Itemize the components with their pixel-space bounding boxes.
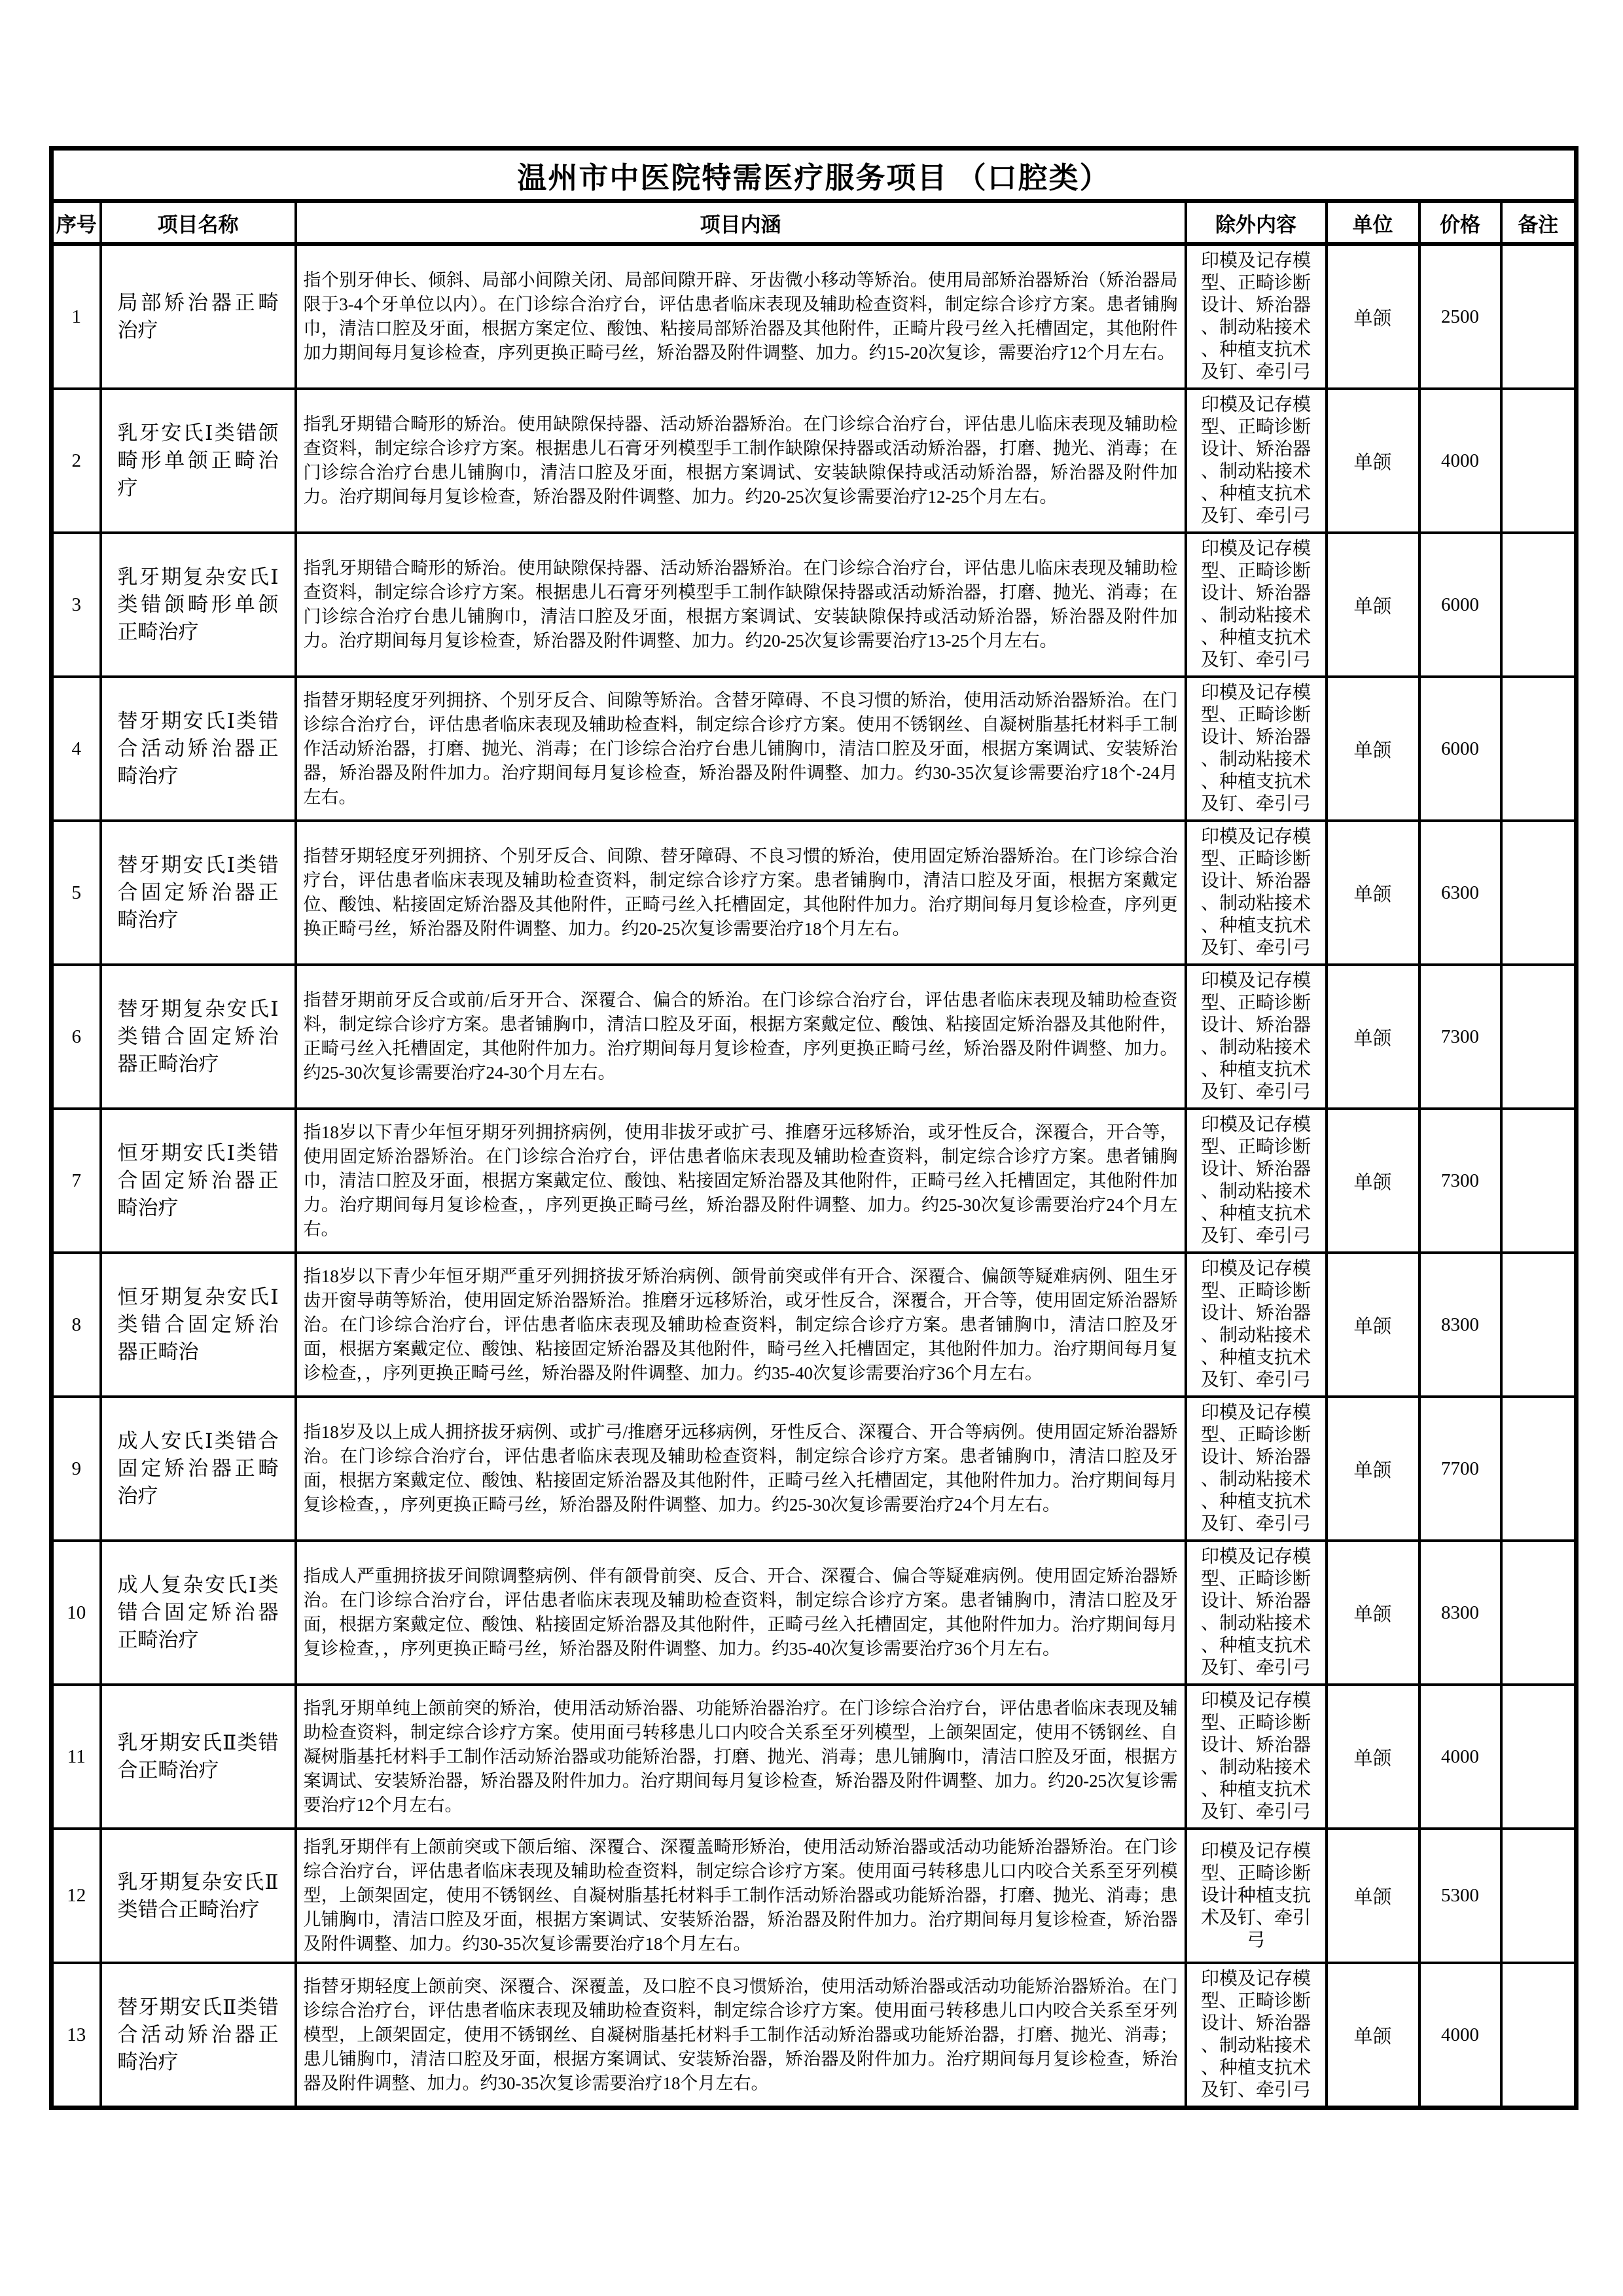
- cell-unit: 单颌: [1327, 1397, 1419, 1541]
- cell-exclusion: 印模及记存模型、正畸诊断设计、矫治器、制动粘接术、种植支抗术及钉、牵引弓: [1186, 1541, 1327, 1685]
- cell-item-content: 指乳牙期错合畸形的矫治。使用缺隙保持器、活动矫治器矫治。在门诊综合治疗台，评估患儿临床表现及辅助检查资料，制定综合诊疗方案。根据患儿石膏牙列模型手工制作缺隙保持器或活动矫治器，打磨、抛光、消毒；在门诊综合治疗台患儿铺胸巾，清洁口腔及牙面，根据方案调试、安装缺隙保持或活动矫治器，矫治器及附件加力。治疗期间每月复诊检查，矫治器及附件调整、加力。约20-25次复诊需要治疗12-25个月左右。: [296, 389, 1186, 533]
- cell-item-content: 指成人严重拥挤拔牙间隙调整病例、伴有颌骨前突、反合、开合、深覆合、偏合等疑难病例。使用固定矫治器矫治。在门诊综合治疗台，评估患者临床表现及辅助检查资料，制定综合诊疗方案。患者铺胸巾，清洁口腔及牙面，根据方案戴定位、酸蚀、粘接固定矫治器及其他附件，正畸弓丝入托槽固定，其他附件加力。治疗期间每月复诊检查，，序列更换正畸弓丝，矫治器及附件调整、加力。约35-40次复诊需要治疗36个月左右。: [296, 1541, 1186, 1685]
- table-body: [52, 244, 1577, 2108]
- cell-remark: [1501, 1541, 1577, 1685]
- cell-price: 6300: [1419, 821, 1501, 965]
- cell-unit: 单颌: [1327, 965, 1419, 1109]
- table-row: [52, 1253, 1577, 1397]
- cell-unit: 单颌: [1327, 533, 1419, 677]
- cell-no: 13: [52, 1963, 101, 2108]
- cell-item-content: 指替牙期轻度上颌前突、深覆合、深覆盖，及口腔不良习惯矫治，使用活动矫治器或活动功能矫治器矫治。在门诊综合治疗台，评估患者临床表现及辅助检查资料，制定综合诊疗方案。使用面弓转移患儿口内咬合关系至牙列模型，上颌架固定，使用不锈钢丝、自凝树脂基托材料手工制作活动矫治器或功能矫治器，打磨、抛光、消毒；患儿铺胸巾，清洁口腔及牙面，根据方案调试、安装矫治器，矫治器及附件加力。治疗期间每月复诊检查，矫治器及附件调整、加力。约30-35次复诊需要治疗18个月左右。: [296, 1963, 1186, 2108]
- cell-remark: [1501, 1253, 1577, 1397]
- cell-unit: 单颌: [1327, 1685, 1419, 1829]
- special-service-price-table: [49, 146, 1578, 2110]
- table-row: [52, 1397, 1577, 1541]
- cell-unit: 单颌: [1327, 389, 1419, 533]
- cell-item-name: 恒牙期复杂安氏Ⅰ类错合固定矫治器正畸治: [101, 1253, 296, 1397]
- cell-unit: 单颌: [1327, 1253, 1419, 1397]
- cell-exclusion: 印模及记存模型、正畸诊断设计、矫治器、制动粘接术、种植支抗术及钉、牵引弓: [1186, 1253, 1327, 1397]
- table-row: [52, 1685, 1577, 1829]
- cell-exclusion: 印模及记存模型、正畸诊断设计、矫治器、制动粘接术、种植支抗术及钉、牵引弓: [1186, 821, 1327, 965]
- cell-unit: 单颌: [1327, 1829, 1419, 1963]
- cell-item-name: 乳牙期安氏Ⅱ类错合正畸治疗: [101, 1685, 296, 1829]
- col-header-exclusion: 除外内容: [1186, 201, 1327, 244]
- cell-no: 9: [52, 1397, 101, 1541]
- cell-exclusion: 印模及记存模型、正畸诊断设计、矫治器、制动粘接术、种植支抗术及钉、牵引弓: [1186, 1397, 1327, 1541]
- cell-no: 10: [52, 1541, 101, 1685]
- cell-no: 3: [52, 533, 101, 677]
- table-row: [52, 533, 1577, 677]
- table-row: [52, 965, 1577, 1109]
- cell-exclusion: 印模及记存模型、正畸诊断设计、矫治器、制动粘接术、种植支抗术及钉、牵引弓: [1186, 1963, 1327, 2108]
- table-row: [52, 244, 1577, 389]
- document-sheet: [49, 146, 1574, 2110]
- cell-no: 5: [52, 821, 101, 965]
- cell-no: 11: [52, 1685, 101, 1829]
- cell-exclusion: 印模及记存模型、正畸诊断设计、矫治器、制动粘接术、种植支抗术及钉、牵引弓: [1186, 389, 1327, 533]
- cell-item-name: 局部矫治器正畸治疗: [101, 244, 296, 389]
- cell-remark: [1501, 1829, 1577, 1963]
- col-header-unit: 单位: [1327, 201, 1419, 244]
- cell-unit: 单颌: [1327, 677, 1419, 821]
- cell-remark: [1501, 1109, 1577, 1253]
- table-row: [52, 1541, 1577, 1685]
- cell-exclusion: 印模及记存模型、正畸诊断设计、矫治器、制动粘接术、种植支抗术及钉、牵引弓: [1186, 677, 1327, 821]
- cell-unit: 单颌: [1327, 244, 1419, 389]
- cell-item-name: 替牙期复杂安氏Ⅰ类错合固定矫治器正畸治疗: [101, 965, 296, 1109]
- table-header-row: [52, 201, 1577, 244]
- page-title: 温州市中医院特需医疗服务项目 （口腔类）: [52, 149, 1577, 202]
- col-header-content: 项目内涵: [296, 201, 1186, 244]
- cell-remark: [1501, 533, 1577, 677]
- table-row: [52, 389, 1577, 533]
- cell-no: 4: [52, 677, 101, 821]
- cell-item-content: 指替牙期前牙反合或前/后牙开合、深覆合、偏合的矫治。在门诊综合治疗台，评估患者临床表现及辅助检查资料，制定综合诊疗方案。患者铺胸巾，清洁口腔及牙面，根据方案戴定位、酸蚀、粘接固定矫治器及其他附件，正畸弓丝入托槽固定，其他附件加力。治疗期间每月复诊检查，序列更换正畸弓丝，矫治器及附件调整、加力。约25-30次复诊需要治疗24-30个月左右。: [296, 965, 1186, 1109]
- cell-price: 7300: [1419, 965, 1501, 1109]
- table-row: [52, 1963, 1577, 2108]
- cell-price: 4000: [1419, 389, 1501, 533]
- cell-exclusion: 印模及记存模型、正畸诊断设计、矫治器、制动粘接术、种植支抗术及钉、牵引弓: [1186, 965, 1327, 1109]
- table-row: [52, 1109, 1577, 1253]
- cell-item-name: 恒牙期安氏Ⅰ类错合固定矫治器正畸治疗: [101, 1109, 296, 1253]
- cell-price: 2500: [1419, 244, 1501, 389]
- col-header-name: 项目名称: [101, 201, 296, 244]
- cell-exclusion: 印模及记存模型、正畸诊断设计、矫治器、制动粘接术、种植支抗术及钉、牵引弓: [1186, 1685, 1327, 1829]
- cell-item-content: 指乳牙期伴有上颌前突或下颌后缩、深覆合、深覆盖畸形矫治，使用活动矫治器或活动功能矫治器矫治。在门诊综合治疗台，评估患者临床表现及辅助检查资料，制定综合诊疗方案。使用面弓转移患儿口内咬合关系至牙列模型，上颌架固定，使用不锈钢丝、自凝树脂基托材料手工制作活动矫治器或功能矫治器，打磨、抛光、消毒；患儿铺胸巾，清洁口腔及牙面，根据方案调试、安装矫治器，矫治器及附件加力。治疗期间每月复诊检查，矫治器及附件调整、加力。约30-35次复诊需要治疗18个月左右。: [296, 1829, 1186, 1963]
- cell-no: 1: [52, 244, 101, 389]
- table-row: [52, 677, 1577, 821]
- cell-item-name: 乳牙期复杂安氏Ⅱ类错合正畸治疗: [101, 1829, 296, 1963]
- col-header-no: 序号: [52, 201, 101, 244]
- cell-unit: 单颌: [1327, 1109, 1419, 1253]
- cell-item-content: 指乳牙期错合畸形的矫治。使用缺隙保持器、活动矫治器矫治。在门诊综合治疗台，评估患儿临床表现及辅助检查资料，制定综合诊疗方案。根据患儿石膏牙列模型手工制作缺隙保持器或活动矫治器，打磨、抛光、消毒；在门诊综合治疗台患儿铺胸巾，清洁口腔及牙面，根据方案调试、安装缺隙保持或活动矫治器，矫治器及附件加力。治疗期间每月复诊检查，矫治器及附件调整、加力。约20-25次复诊需要治疗13-25个月左右。: [296, 533, 1186, 677]
- cell-price: 5300: [1419, 1829, 1501, 1963]
- cell-price: 4000: [1419, 1685, 1501, 1829]
- cell-price: 7700: [1419, 1397, 1501, 1541]
- cell-remark: [1501, 389, 1577, 533]
- cell-price: 4000: [1419, 1963, 1501, 2108]
- cell-exclusion: 印模及记存模型、正畸诊断设计种植支抗术及钉、牵引弓: [1186, 1829, 1327, 1963]
- cell-remark: [1501, 965, 1577, 1109]
- cell-remark: [1501, 677, 1577, 821]
- cell-remark: [1501, 1685, 1577, 1829]
- cell-item-name: 成人复杂安氏Ⅰ类错合固定矫治器正畸治疗: [101, 1541, 296, 1685]
- cell-item-content: 指18岁以下青少年恒牙期牙列拥挤病例，使用非拔牙或扩弓、推磨牙远移矫治，或牙性反合，深覆合，开合等，使用固定矫治器矫治。在门诊综合治疗台，评估患者临床表现及辅助检查资料，制定综合诊疗方案。患者铺胸巾，清洁口腔及牙面，根据方案戴定位、酸蚀、粘接固定矫治器及其他附件，正畸弓丝入托槽固定，其他附件加力。治疗期间每月复诊检查，，序列更换正畸弓丝，矫治器及附件调整、加力。约25-30次复诊需要治疗24个月左右。: [296, 1109, 1186, 1253]
- cell-exclusion: 印模及记存模型、正畸诊断设计、矫治器、制动粘接术、种植支抗术及钉、牵引弓: [1186, 1109, 1327, 1253]
- cell-item-content: 指18岁以下青少年恒牙期严重牙列拥挤拔牙矫治病例、颌骨前突或伴有开合、深覆合、偏颌等疑难病例、阻生牙齿开窗导萌等矫治，使用固定矫治器矫治。推磨牙远移矫治，或牙性反合，深覆合，开合等，使用固定矫治器矫治。在门诊综合治疗台，评估患者临床表现及辅助检查资料，制定综合诊疗方案。患者铺胸巾，清洁口腔及牙面，根据方案戴定位、酸蚀、粘接固定矫治器及其他附件，畸弓丝入托槽固定，其他附件加力。治疗期间每月复诊检查，，序列更换正畸弓丝，矫治器及附件调整、加力。约35-40次复诊需要治疗36个月左右。: [296, 1253, 1186, 1397]
- cell-exclusion: 印模及记存模型、正畸诊断设计、矫治器、制动粘接术、种植支抗术及钉、牵引弓: [1186, 244, 1327, 389]
- cell-price: 8300: [1419, 1253, 1501, 1397]
- cell-no: 8: [52, 1253, 101, 1397]
- table-row: [52, 1829, 1577, 1963]
- cell-item-content: 指替牙期轻度牙列拥挤、个别牙反合、间隙、替牙障碍、不良习惯的矫治，使用固定矫治器矫治。在门诊综合治疗台，评估患者临床表现及辅助检查资料，制定综合诊疗方案。患者铺胸巾，清洁口腔及牙面，根据方案戴定位、酸蚀、粘接固定矫治器及其他附件，正畸弓丝入托槽固定，其他附件加力。治疗期间每月复诊检查，序列更换正畸弓丝，矫治器及附件调整、加力。约20-25次复诊需要治疗18个月左右。: [296, 821, 1186, 965]
- table-title-row: [52, 149, 1577, 202]
- cell-item-content: 指个别牙伸长、倾斜、局部小间隙关闭、局部间隙开辟、牙齿微小移动等矫治。使用局部矫治器矫治（矫治器局限于3-4个牙单位以内）。在门诊综合治疗台，评估患者临床表现及辅助检查资料，制定综合诊疗方案。患者铺胸巾，清洁口腔及牙面，根据方案定位、酸蚀、粘接局部矫治器及其他附件，正畸片段弓丝入托槽固定，其他附件加力期间每月复诊检查，序列更换正畸弓丝，矫治器及附件调整、加力。约15-20次复诊，需要治疗12个月左右。: [296, 244, 1186, 389]
- cell-unit: 单颌: [1327, 1963, 1419, 2108]
- cell-price: 6000: [1419, 677, 1501, 821]
- cell-item-name: 替牙期安氏Ⅰ类错合活动矫治器正畸治疗: [101, 677, 296, 821]
- cell-unit: 单颌: [1327, 821, 1419, 965]
- cell-remark: [1501, 244, 1577, 389]
- cell-item-name: 替牙期安氏Ⅰ类错合固定矫治器正畸治疗: [101, 821, 296, 965]
- cell-item-name: 乳牙安氏Ⅰ类错颌畸形单颌正畸治疗: [101, 389, 296, 533]
- cell-no: 2: [52, 389, 101, 533]
- cell-remark: [1501, 1963, 1577, 2108]
- cell-remark: [1501, 1397, 1577, 1541]
- cell-price: 8300: [1419, 1541, 1501, 1685]
- col-header-remark: 备注: [1501, 201, 1577, 244]
- cell-no: 7: [52, 1109, 101, 1253]
- cell-item-content: 指乳牙期单纯上颌前突的矫治，使用活动矫治器、功能矫治器治疗。在门诊综合治疗台，评估患者临床表现及辅助检查资料，制定综合诊疗方案。使用面弓转移患儿口内咬合关系至牙列模型，上颌架固定，使用不锈钢丝、自凝树脂基托材料手工制作活动矫治器或功能矫治器，打磨、抛光、消毒；患儿铺胸巾，清洁口腔及牙面，根据方案调试、安装矫治器，矫治器及附件加力。治疗期间每月复诊检查，矫治器及附件调整、加力。约20-25次复诊需要治疗12个月左右。: [296, 1685, 1186, 1829]
- cell-remark: [1501, 821, 1577, 965]
- cell-no: 6: [52, 965, 101, 1109]
- col-header-price: 价格: [1419, 201, 1501, 244]
- table-row: [52, 821, 1577, 965]
- cell-item-name: 成人安氏Ⅰ类错合固定矫治器正畸治疗: [101, 1397, 296, 1541]
- cell-item-name: 乳牙期复杂安氏Ⅰ类错颌畸形单颌正畸治疗: [101, 533, 296, 677]
- cell-item-name: 替牙期安氏Ⅱ类错合活动矫治器正畸治疗: [101, 1963, 296, 2108]
- cell-no: 12: [52, 1829, 101, 1963]
- cell-item-content: 指18岁及以上成人拥挤拔牙病例、或扩弓/推磨牙远移病例，牙性反合、深覆合、开合等病例。使用固定矫治器矫治。在门诊综合治疗台，评估患者临床表现及辅助检查资料，制定综合诊疗方案。患者铺胸巾，清洁口腔及牙面，根据方案戴定位、酸蚀、粘接固定矫治器及其他附件，正畸弓丝入托槽固定，其他附件加力。治疗期间每月复诊检查，，序列更换正畸弓丝，矫治器及附件调整、加力。约25-30次复诊需要治疗24个月左右。: [296, 1397, 1186, 1541]
- cell-unit: 单颌: [1327, 1541, 1419, 1685]
- cell-price: 6000: [1419, 533, 1501, 677]
- cell-item-content: 指替牙期轻度牙列拥挤、个别牙反合、间隙等矫治。含替牙障碍、不良习惯的矫治，使用活动矫治器矫治。在门诊综合治疗台，评估患者临床表现及辅助检查料，制定综合诊疗方案。使用不锈钢丝、自凝树脂基托材料手工制作活动矫治器，打磨、抛光、消毒；在门诊综合治疗台患儿铺胸巾，清洁口腔及牙面，根据方案调试、安装矫治器，矫治器及附件加力。治疗期间每月复诊检查，矫治器及附件调整、加力。约30-35次复诊需要治疗18个-24月左右。: [296, 677, 1186, 821]
- cell-exclusion: 印模及记存模型、正畸诊断设计、矫治器、制动粘接术、种植支抗术及钉、牵引弓: [1186, 533, 1327, 677]
- cell-price: 7300: [1419, 1109, 1501, 1253]
